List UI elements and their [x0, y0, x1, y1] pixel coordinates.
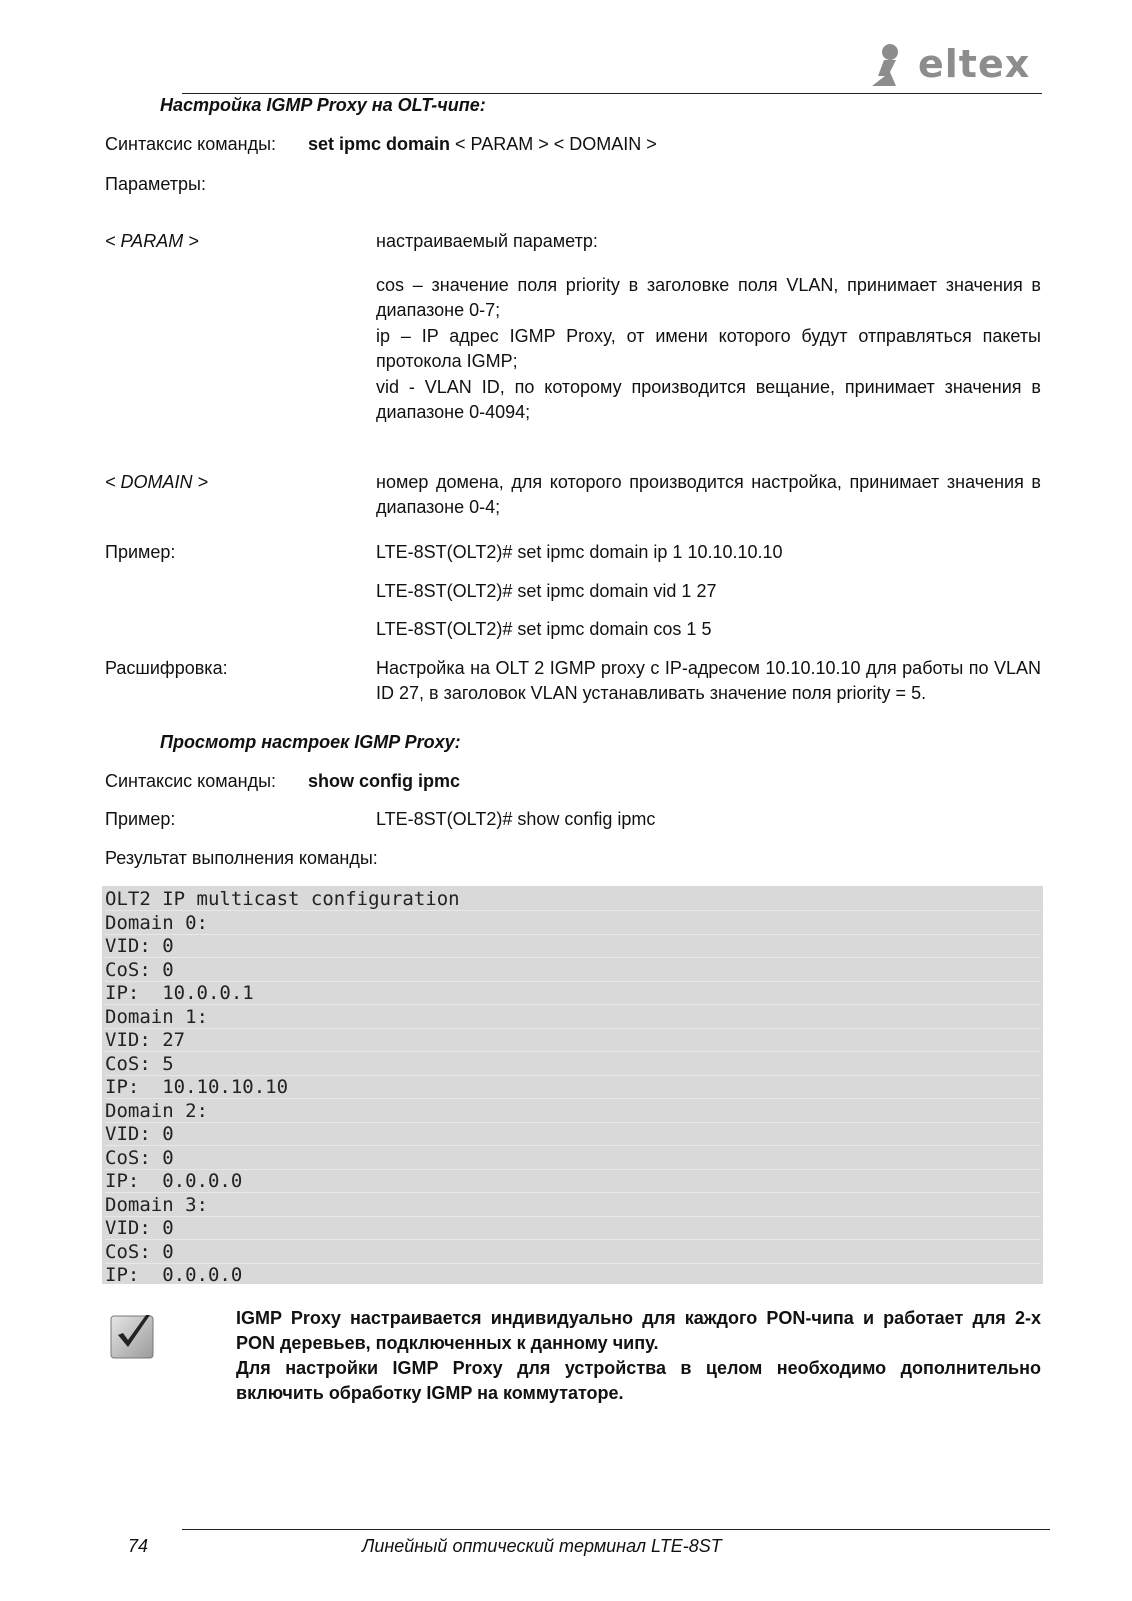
- code-line: VID: 0: [105, 935, 1041, 958]
- note-paragraph-1: IGMP Proxy настраивается индивидуально для каждого PON-чипа и работает для 2-х PON деревьев, подключенных к данному чипу.: [236, 1308, 1041, 1353]
- code-line: OLT2 IP multicast configuration: [105, 888, 1041, 911]
- code-line: IP: 0.0.0.0: [105, 1170, 1041, 1193]
- syntax1-command: [308, 134, 657, 155]
- params-label: Параметры:: [105, 174, 206, 194]
- header-rule: [182, 93, 1042, 94]
- checkmark-icon: [110, 1313, 156, 1359]
- syntax1-command-args: < PARAM > < DOMAIN >: [450, 134, 657, 154]
- code-line: VID: 0: [105, 1123, 1041, 1146]
- decode-label: Расшифровка:: [105, 658, 228, 678]
- footer-rule: [182, 1529, 1050, 1530]
- code-line: CoS: 5: [105, 1053, 1041, 1076]
- logo-emblem-icon: [868, 42, 916, 88]
- example1-line-cos: LTE-8ST(OLT2)# set ipmc domain cos 1 5: [376, 619, 712, 639]
- param-name: < PARAM >: [105, 231, 199, 251]
- result-label: Результат выполнения команды:: [105, 848, 378, 868]
- note-paragraph-2: Для настройки IGMP Proxy для устройства в целом необходимо дополнительно включить обработку IGMP на коммутаторе.: [236, 1358, 1041, 1403]
- param-detail-cos: cos – значение поля priority в заголовке поля VLAN, принимает значения в диапазоне 0-7;: [376, 275, 1041, 320]
- decode-text: Настройка на OLT 2 IGMP proxy с IP-адресом 10.10.10.10 для работы по VLAN ID 27, в заголовок VLAN устанавливать значение поля priority = 5.: [376, 658, 1041, 703]
- section-title-igmp-proxy-setup: Настройка IGMP Proxy на OLT-чипе:: [160, 95, 486, 115]
- code-line: IP: 0.0.0.0: [105, 1264, 243, 1286]
- code-line: CoS: 0: [105, 1241, 1041, 1264]
- code-line: VID: 0: [105, 1217, 1041, 1240]
- example1-label: Пример:: [105, 542, 176, 562]
- syntax2-label: Синтаксис команды:: [105, 771, 277, 791]
- code-line: Domain 0:: [105, 912, 1041, 935]
- syntax1-command-name: set ipmc domain: [308, 134, 451, 154]
- syntax1-label: Синтаксис команды:: [105, 134, 277, 154]
- example1-line-vid: LTE-8ST(OLT2)# set ipmc domain vid 1 27: [376, 581, 717, 601]
- code-line: VID: 27: [105, 1029, 1041, 1052]
- example2-label: Пример:: [105, 809, 176, 829]
- eltex-logo: [868, 42, 1044, 88]
- param-desc: настраиваемый параметр:: [376, 231, 598, 251]
- param-detail-ip: ip – IP адрес IGMP Proxy, от имени которого будут отправляться пакеты протокола IGMP;: [376, 326, 1041, 371]
- syntax2-command: show config ipmc: [308, 771, 461, 791]
- example1-line-ip: LTE-8ST(OLT2)# set ipmc domain ip 1 10.10.10.10: [376, 542, 783, 562]
- param-detail-vid: vid - VLAN ID, по которому производится вещание, принимает значения в диапазоне 0-4094;: [376, 377, 1041, 422]
- code-line: CoS: 0: [105, 959, 1041, 982]
- code-line: CoS: 0: [105, 1147, 1041, 1170]
- code-line: Domain 3:: [105, 1194, 1041, 1217]
- code-line: IP: 10.0.0.1: [105, 982, 1041, 1005]
- command-output-block: [102, 886, 1043, 1284]
- brand-name: eltex: [918, 42, 1031, 86]
- code-line: IP: 10.10.10.10: [105, 1076, 1041, 1099]
- domain-name: < DOMAIN >: [105, 472, 209, 492]
- code-line: Domain 1:: [105, 1006, 1041, 1029]
- section-title-igmp-proxy-view: Просмотр настроек IGMP Proxy:: [160, 732, 461, 752]
- page-number: 74: [128, 1536, 149, 1556]
- example2-line: LTE-8ST(OLT2)# show config ipmc: [376, 809, 656, 829]
- footer-title: Линейный оптический терминал LTE-8ST: [362, 1536, 722, 1556]
- domain-desc: номер домена, для которого производится настройка, принимает значения в диапазоне 0-4;: [376, 472, 1041, 517]
- code-line: Domain 2:: [105, 1100, 1041, 1123]
